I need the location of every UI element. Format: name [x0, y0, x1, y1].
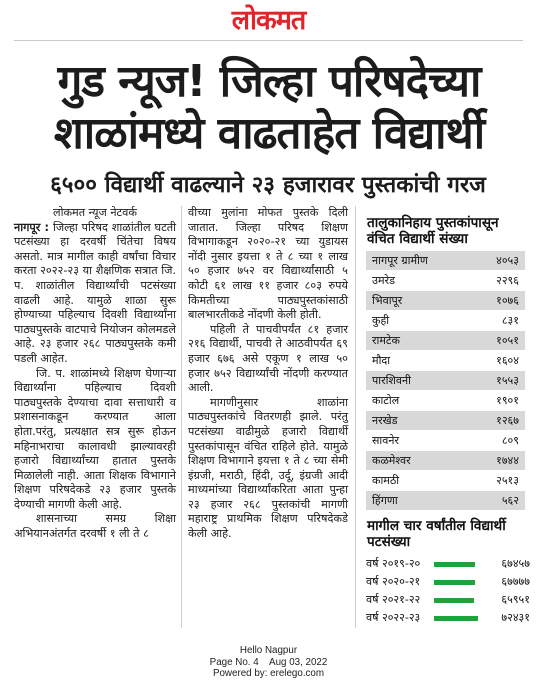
article-column-2: [188, 206, 348, 542]
taluka-value: १०७६: [496, 294, 519, 307]
article-paragraph: मागणीनुसार शाळांना पाठ्यपुस्तकांचे वितरणही झाले. परंतु पटसंख्या वाढीमुळे हजारो विद्यार्थी पुस्तकांपासून वंचित राहिले होते. यामुळे शिक्षण विभागाने इयत्ता १ ते ८ च्या सेमी इंग्रजी, मराठी, हिंदी, उर्दू, इंग्रजी आदी माध्यमांच्या विद्यार्थ्यांकरिता आता पुन्हा २३ हजार २६८ पुस्तकांची मागणी महाराष्ट्र प्राथमिक शिक्षण परिषदेकडे केली आहे.: [188, 395, 348, 541]
taluka-value: ८३१: [501, 314, 519, 327]
taluka-value: ८०९: [501, 434, 519, 447]
masthead: [0, 6, 537, 36]
headline-line-2: शाळांमध्ये वाढताहेत विद्यार्थी: [53, 108, 485, 159]
taluka-value: २२९६: [496, 274, 519, 287]
table-row: [366, 271, 525, 291]
taluka-name: सावनेर: [372, 434, 400, 447]
article-paragraph: [14, 221, 176, 367]
dateline: नागपूर :: [14, 220, 50, 234]
chart-category-label: वर्ष २०२१-२२: [366, 593, 421, 606]
taluka-name: हिंगणा: [372, 494, 398, 507]
chart-category-label: वर्ष २०१९-२०: [366, 557, 421, 570]
footer-powered-by: Powered by: erelego.com: [212, 668, 325, 679]
chart-row: [366, 574, 530, 590]
byline: लोकमत न्यूज नेटवर्क: [52, 206, 137, 219]
taluka-name: पारशिवनी: [372, 374, 411, 387]
chart-value-label: ६७४५७: [501, 557, 530, 570]
article-paragraph: जि. प. शाळांमध्ये शिक्षण घेणाऱ्या विद्यार्थ्यांना पहिल्याच दिवशी पाठ्यपुस्तके देण्याचा दावा सत्ताधारी व प्रशासनाकडून करण्यात आला होता.परंतु, प्रत्यक्षात सत्र सुरू होऊन महिनाभराचा कालावधी झाल्यावरही हजारो विद्यार्थ्यांच्या हातात पुस्तके मिळालेली नाही. आता शिक्षक विभागाने शिक्षण परिषदेकडे २३ हजार पुस्तके देण्याची मागणी केली आहे.: [14, 366, 176, 511]
headline-line-1: गुड न्यूज! जिल्हा परिषदेच्या: [57, 56, 481, 107]
masthead-divider: [14, 40, 523, 41]
article-paragraph: वीच्या मुलांना मोफत पुस्तके दिली जातात. जिल्हा परिषद शिक्षण विभागाकडून २०२०-२१ च्या युडायस नोंदी नुसार इयत्ता १ ते ८ च्या १ लाख ५० हजार ७५२ वर विद्यार्थ्यांसाठी ५ कोटी ६१ लाख ११ हजार ८०३ रुपये किमतीच्या पाठ्यपुस्तकांसाठी बालभारतीकडे नोंदणी केली होती.: [188, 206, 348, 322]
taluka-name: काटोल: [372, 394, 400, 407]
chart-value-label: ६७७७७: [501, 575, 530, 588]
taluka-value: १६०४: [496, 354, 519, 367]
taluka-value: ४०५३: [496, 254, 519, 267]
article-column-1: [14, 206, 176, 542]
article-paragraph: शासनाच्या समग्र शिक्षा अभियानअंतर्गत दरवर्षी १ ली ते ८: [14, 512, 176, 541]
table-row: [366, 331, 525, 351]
chart-bar: [434, 598, 474, 603]
taluka-name: भिवापूर: [372, 294, 403, 307]
chart-category-label: वर्ष २०२०-२१: [366, 575, 421, 588]
taluka-name: नागपूर ग्रामीण: [372, 254, 428, 267]
taluka-value: ५६२: [501, 494, 519, 507]
table-row: [366, 491, 525, 511]
page-footer: [0, 645, 537, 680]
footer-page-date: Page No. 4 Aug 03, 2022: [209, 656, 328, 668]
table-row: [366, 431, 525, 451]
table-row: [366, 251, 525, 271]
chart-bar: [434, 580, 475, 585]
table-row: [366, 371, 525, 391]
taluka-name: नरखेड: [372, 414, 398, 427]
paragraph-text: जिल्हा परिषद शाळांतील घटती पटसंख्या हा दरवर्षी चिंतेचा विषय असतो. मात्र मागील काही वर्षांचा विचार करता २०२२-२३ या शैक्षणिक सत्रात जि. प. शाळांतील विद्यार्थ्यांची पटसंख्या वाढली आहे. यामुळे शाळा सुरू होण्याच्या पहिल्याच दिवशी विद्यार्थ्यांना पाठ्यपुस्तके वाटपाचे नियोजन कोलमडले आहे. २३ हजार २६८ पाठ्यपुस्तके कमी पडली आहेत.: [14, 220, 176, 365]
table-row: [366, 351, 525, 371]
article-paragraph: पहिली ते पाचवीपर्यंत ८१ हजार २१६ विद्यार्थी, पाचवी ते आठवीपर्यंत ६९ हजार ६७६ असे एकूण १ लाख ५० हजार ७५२ विद्यार्थ्यांची नोंदणी करण्यात आली.: [188, 322, 348, 395]
taluka-table-title: तालुकानिहाय पुस्तकांपासून वंचित विद्यार्थी संख्या: [367, 215, 499, 247]
taluka-name: उमरेड: [372, 274, 395, 287]
chart-row: [366, 592, 530, 608]
table-row: [366, 471, 525, 491]
taluka-value: १७४४: [496, 454, 519, 467]
column-divider: [181, 206, 182, 628]
footer-edition: Hello Nagpur: [239, 645, 298, 656]
table-row: [366, 451, 525, 471]
chart-row: [366, 556, 530, 572]
taluka-value: १५५३: [496, 374, 519, 387]
chart-bar: [434, 616, 478, 621]
taluka-name: कळमेश्वर: [372, 454, 411, 467]
chart-row: [366, 610, 530, 626]
table-row: [366, 291, 525, 311]
taluka-value: १९०१: [496, 394, 519, 407]
subheadline: ६५०० विद्यार्थी वाढल्याने २३ हजारावर पुस्तकांची गरज: [50, 172, 486, 198]
table-row: [366, 311, 525, 331]
taluka-name: कुही: [372, 314, 390, 327]
chart-value-label: ६५९५१: [501, 593, 530, 606]
taluka-table: [366, 251, 525, 511]
taluka-name: कामठी: [372, 474, 400, 487]
column-divider: [355, 206, 356, 628]
newspaper-logo: लोकमत: [231, 5, 306, 36]
enrollment-chart: [366, 556, 530, 628]
taluka-name: मौदा: [372, 354, 391, 367]
taluka-value: २५१३: [496, 474, 519, 487]
chart-value-label: ७२४३१: [501, 611, 530, 624]
taluka-name: रामटेक: [372, 334, 400, 347]
chart-category-label: वर्ष २०२२-२३: [366, 611, 421, 624]
chart-bar: [434, 562, 475, 567]
taluka-value: १२६७: [496, 414, 519, 427]
enrollment-chart-title: मागील चार वर्षांतील विद्यार्थी पटसंख्या: [367, 518, 506, 550]
table-row: [366, 391, 525, 411]
table-row: [366, 411, 525, 431]
taluka-value: १०५१: [496, 334, 519, 347]
